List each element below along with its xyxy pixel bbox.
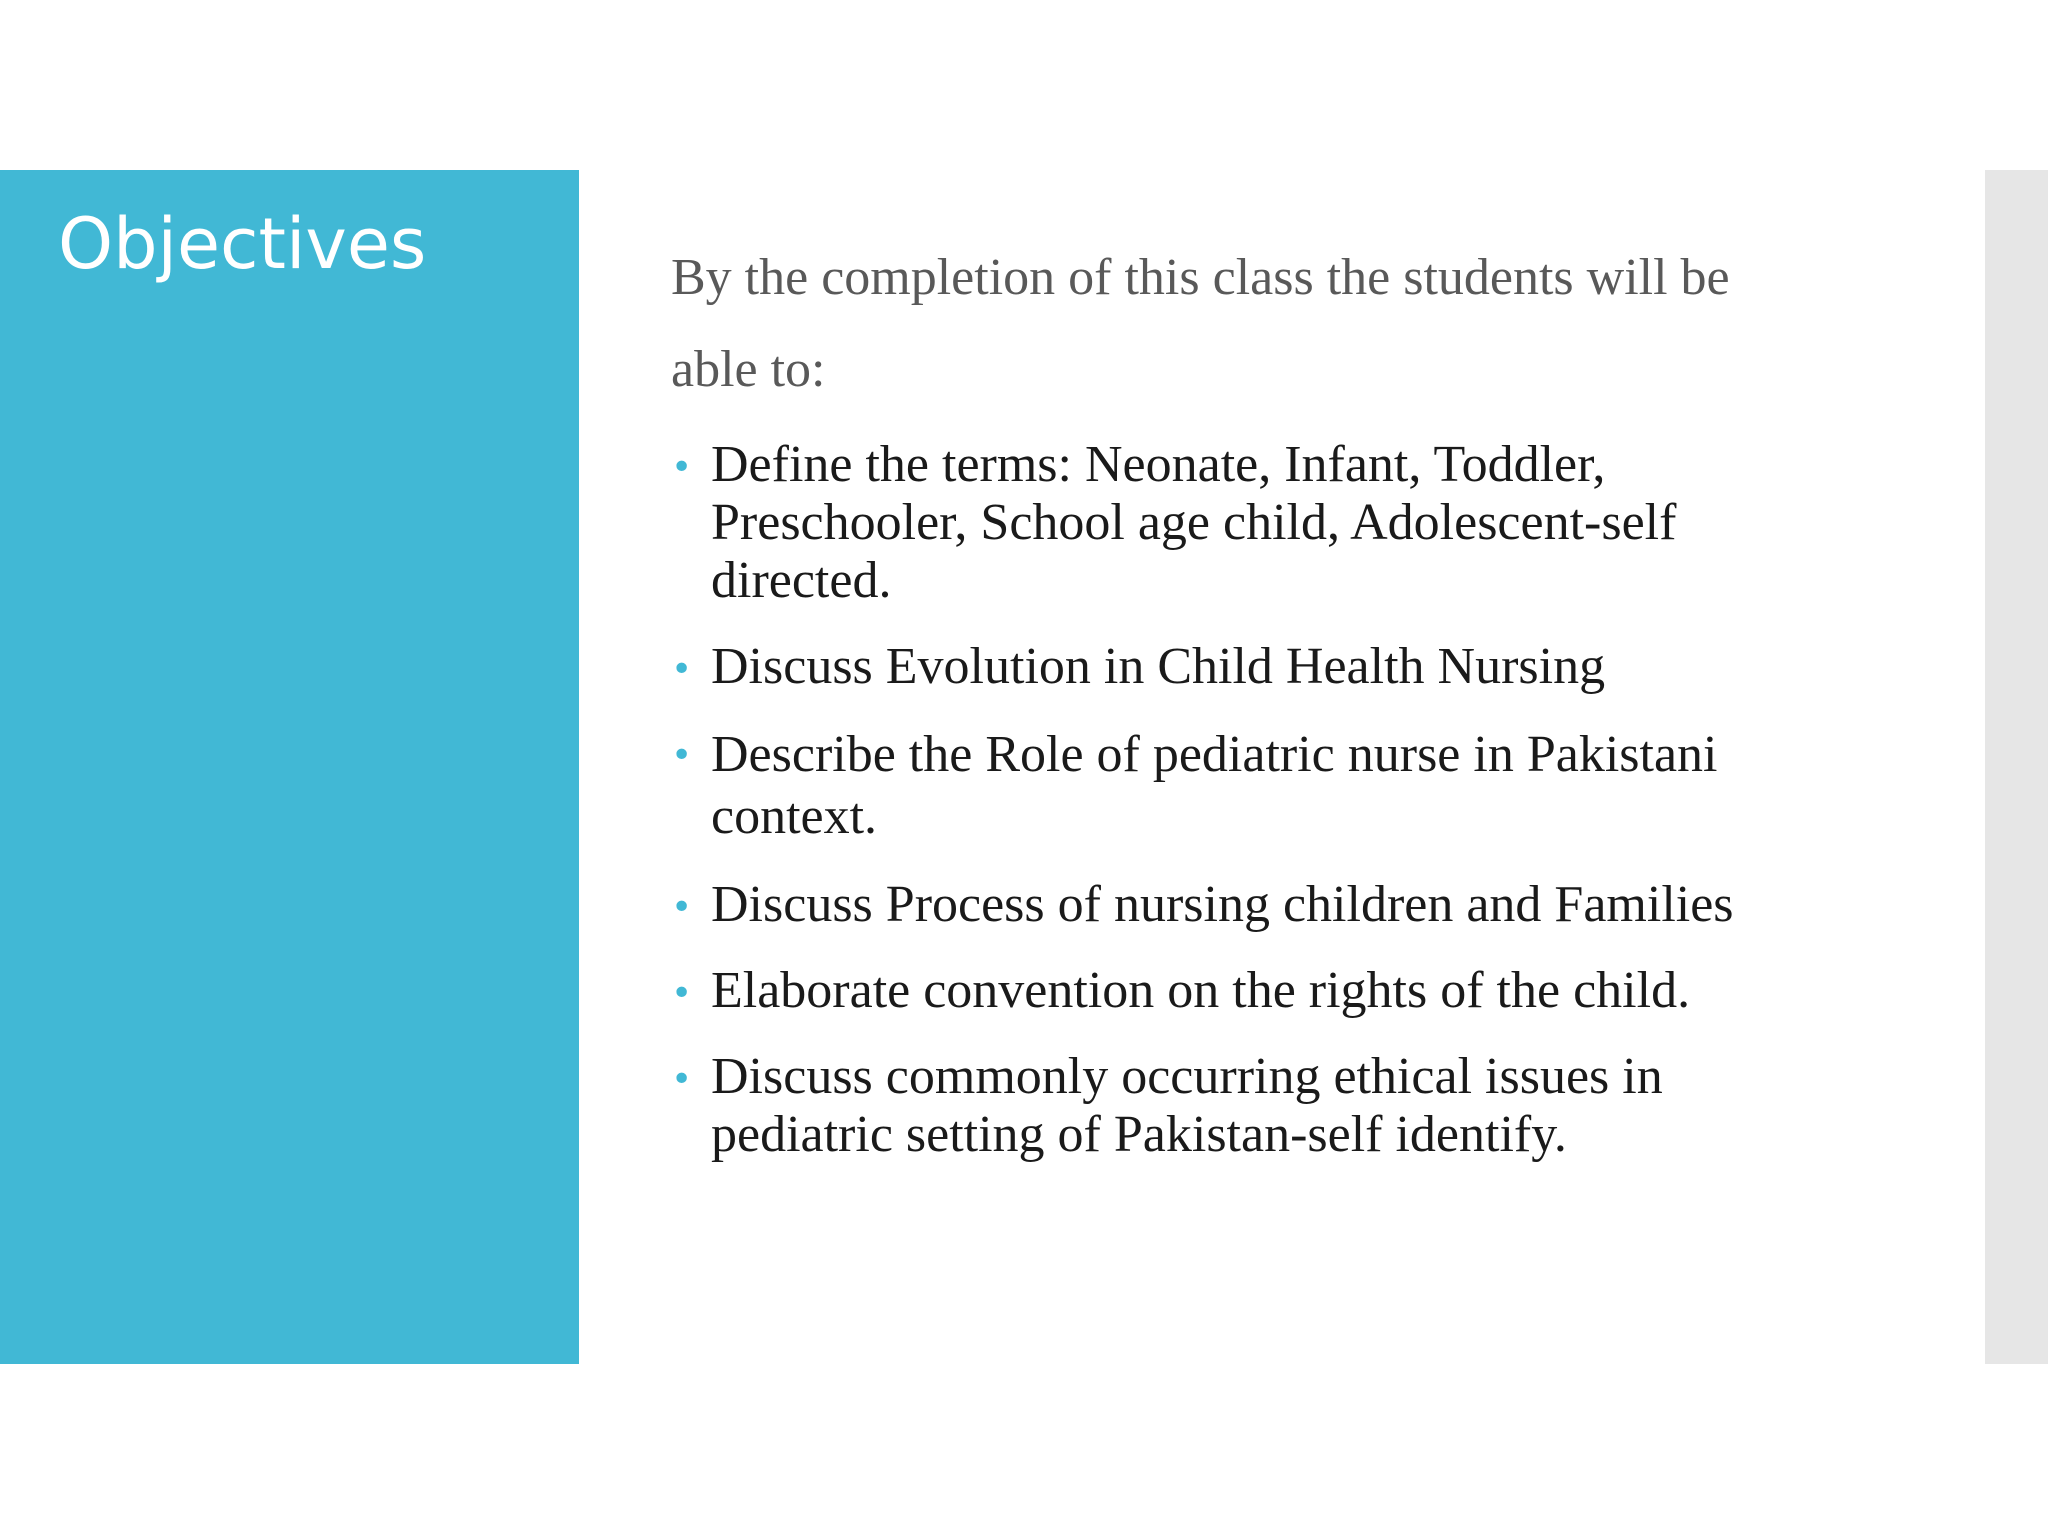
- title-panel: [0, 170, 579, 1364]
- list-item: [671, 1048, 1811, 1164]
- slide-content: [671, 232, 1811, 1192]
- bullet-icon: •: [671, 973, 693, 1014]
- bullet-icon: •: [671, 447, 693, 488]
- slide-title: Objectives: [58, 203, 427, 285]
- side-strip: [1985, 170, 2048, 1364]
- list-item-text: Define the terms: Neonate, Infant, Toddler, Preschooler, School age child, Adolescent-self directed.: [711, 436, 1677, 609]
- list-item: [671, 638, 1811, 696]
- list-item-text: Discuss commonly occurring ethical issues in pediatric setting of Pakistan-self identify.: [711, 1048, 1663, 1163]
- list-item-text: Elaborate convention on the rights of the child.: [711, 962, 1691, 1019]
- bullet-icon: •: [671, 887, 693, 928]
- list-item: [671, 962, 1811, 1020]
- list-item: [671, 876, 1811, 934]
- intro-text: By the completion of this class the students will be able to:: [671, 249, 1730, 398]
- list-item: [671, 724, 1811, 848]
- bullet-icon: •: [671, 649, 693, 690]
- bullet-icon: •: [671, 1059, 693, 1100]
- list-item-text: Discuss Process of nursing children and Families: [711, 876, 1734, 933]
- list-item-text: Discuss Evolution in Child Health Nursing: [711, 638, 1606, 695]
- list-item: [671, 436, 1811, 610]
- list-item-text: Describe the Role of pediatric nurse in Pakistani context.: [711, 726, 1718, 845]
- objectives-list: [671, 436, 1811, 1164]
- bullet-icon: •: [671, 735, 693, 776]
